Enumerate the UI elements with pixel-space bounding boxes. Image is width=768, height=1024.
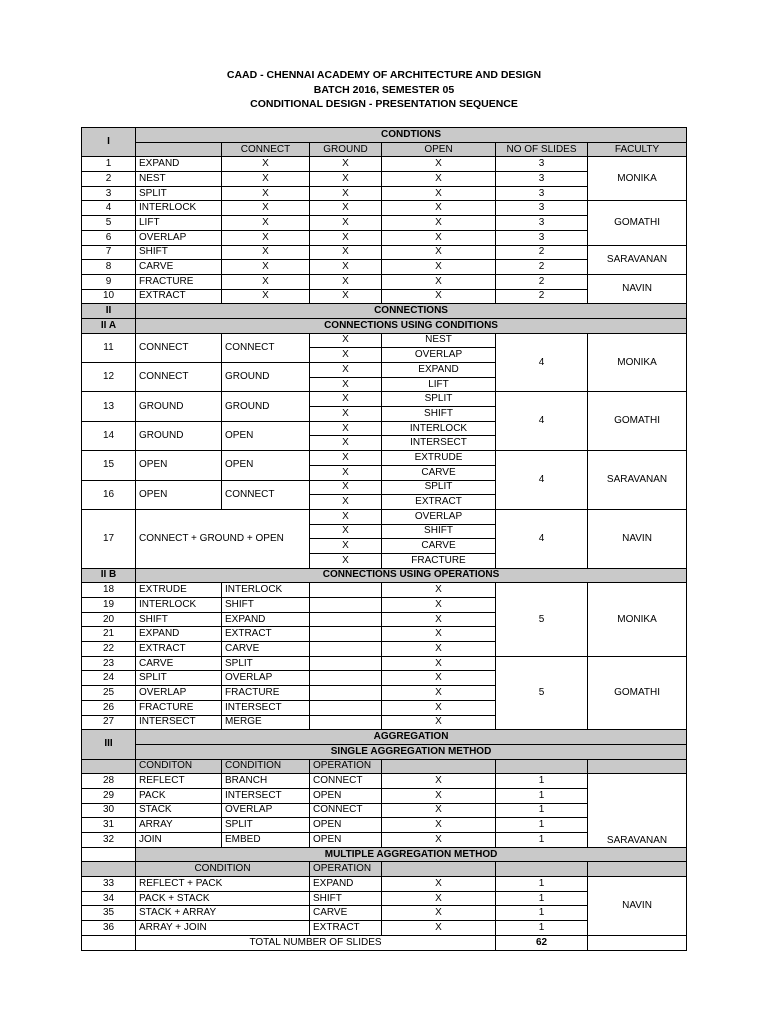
sub-condition: OVERLAP — [382, 509, 496, 524]
row-number: 17 — [82, 509, 136, 568]
slides-count: 4 — [496, 451, 588, 510]
presentation-sequence-table — [81, 127, 687, 951]
blank-cell — [82, 935, 136, 950]
section-number: II A — [82, 318, 136, 333]
mark-cell: X — [382, 686, 496, 701]
column-header: OPEN — [382, 142, 496, 157]
row-number: 30 — [82, 803, 136, 818]
mark-cell: X — [382, 642, 496, 657]
blank-cell — [82, 759, 136, 774]
operation-name: CARVE — [136, 656, 222, 671]
section-title: CONDTIONS — [136, 128, 687, 143]
section-title: AGGREGATION — [136, 730, 687, 745]
mark-cell: X — [222, 260, 310, 275]
row-number: 24 — [82, 671, 136, 686]
mark-cell: X — [222, 274, 310, 289]
mark-cell: X — [382, 627, 496, 642]
condition-name: EMBED — [222, 833, 310, 848]
mark-cell: X — [310, 348, 382, 363]
row-number: 8 — [82, 260, 136, 275]
condition-name: GROUND — [222, 363, 310, 392]
faculty-name: GOMATHI — [588, 392, 687, 451]
table-row — [82, 451, 687, 466]
condition-name: CONNECT — [136, 333, 222, 362]
condition-name: JOIN — [136, 833, 222, 848]
operation-name: SPLIT — [136, 671, 222, 686]
mark-cell: X — [382, 700, 496, 715]
table-row — [82, 656, 687, 671]
blank-cell — [310, 686, 382, 701]
mark-cell: X — [310, 377, 382, 392]
mark-cell: X — [310, 172, 382, 187]
operation-name: EXTRUDE — [136, 583, 222, 598]
operation-name: OVERLAP — [136, 686, 222, 701]
row-number: 7 — [82, 245, 136, 260]
mark-cell: X — [310, 407, 382, 422]
operation-name: CONNECT — [310, 774, 382, 789]
mark-cell: X — [310, 465, 382, 480]
sub-condition: FRACTURE — [382, 553, 496, 568]
document-title: CONDITIONAL DESIGN - PRESENTATION SEQUENCE — [250, 98, 518, 110]
mark-cell: X — [310, 274, 382, 289]
section-row — [82, 744, 687, 759]
sub-condition: SHIFT — [382, 407, 496, 422]
mark-cell: X — [382, 186, 496, 201]
section-row — [82, 318, 687, 333]
column-header: CONNECT — [222, 142, 310, 157]
condition-name: LIFT — [136, 216, 222, 231]
slides-count: 1 — [496, 877, 588, 892]
row-number: 20 — [82, 612, 136, 627]
section-title: CONNECTIONS — [136, 304, 687, 319]
sub-condition: EXPAND — [382, 363, 496, 378]
row-number: 18 — [82, 583, 136, 598]
condition-name: SHIFT — [136, 245, 222, 260]
blank-cell — [310, 671, 382, 686]
condition-name: OPEN — [136, 451, 222, 480]
section-row — [82, 847, 687, 862]
condition-name: SPLIT — [222, 818, 310, 833]
sub-condition: LIFT — [382, 377, 496, 392]
mark-cell: X — [310, 245, 382, 260]
condition-name: FRACTURE — [136, 274, 222, 289]
row-number: 1 — [82, 157, 136, 172]
operation-name: CONNECT — [310, 803, 382, 818]
faculty-name: NAVIN — [588, 877, 687, 936]
condition-name: STACK + ARRAY — [136, 906, 310, 921]
column-header-row — [82, 759, 687, 774]
slides-count: 3 — [496, 157, 588, 172]
mark-cell: X — [382, 818, 496, 833]
sub-condition: CARVE — [382, 465, 496, 480]
condition-name: EXPAND — [136, 157, 222, 172]
mark-cell: X — [310, 363, 382, 378]
row-number: 34 — [82, 891, 136, 906]
mark-cell: X — [310, 333, 382, 348]
section-row — [82, 304, 687, 319]
blank-cell — [496, 759, 588, 774]
mark-cell: X — [310, 451, 382, 466]
row-number: 22 — [82, 642, 136, 657]
table-row — [82, 583, 687, 598]
faculty-name: GOMATHI — [588, 656, 687, 729]
row-number: 27 — [82, 715, 136, 730]
mark-cell: X — [382, 906, 496, 921]
condition-name: STACK — [136, 803, 222, 818]
condition-name: ARRAY + JOIN — [136, 921, 310, 936]
row-number: 23 — [82, 656, 136, 671]
row-number: 29 — [82, 788, 136, 803]
faculty-name: MONIKA — [588, 157, 687, 201]
condition-name: BRANCH — [222, 774, 310, 789]
operation-name: EXTRACT — [136, 642, 222, 657]
mark-cell: X — [310, 539, 382, 554]
condition-name: CARVE — [136, 260, 222, 275]
mark-cell: X — [222, 201, 310, 216]
column-header: OPERATION — [310, 759, 382, 774]
faculty-name: MONIKA — [588, 333, 687, 392]
row-number: 32 — [82, 833, 136, 848]
faculty-name: NAVIN — [588, 509, 687, 568]
section-subtitle: MULTIPLE AGGREGATION METHOD — [136, 847, 687, 862]
condition-name: OPEN — [222, 421, 310, 450]
operation-name: INTERSECT — [222, 700, 310, 715]
mark-cell: X — [310, 157, 382, 172]
mark-cell: X — [382, 833, 496, 848]
slides-count: 1 — [496, 833, 588, 848]
section-number: II — [82, 304, 136, 319]
blank-cell — [310, 627, 382, 642]
condition-name: OVERLAP — [136, 230, 222, 245]
blank-cell — [588, 935, 687, 950]
condition-name: REFLECT + PACK — [136, 877, 310, 892]
column-header: FACULTY — [588, 142, 687, 157]
blank-cell — [382, 759, 496, 774]
operation-name: INTERLOCK — [222, 583, 310, 598]
mark-cell: X — [382, 230, 496, 245]
mark-cell: X — [222, 216, 310, 231]
mark-cell: X — [382, 201, 496, 216]
slides-count: 4 — [496, 333, 588, 392]
mark-cell: X — [382, 803, 496, 818]
operation-name: EXPAND — [136, 627, 222, 642]
mark-cell: X — [310, 495, 382, 510]
table-row — [82, 201, 687, 216]
column-header: CONDITON — [136, 759, 222, 774]
sub-condition: SHIFT — [382, 524, 496, 539]
blank-cell — [310, 583, 382, 598]
mark-cell: X — [382, 598, 496, 613]
blank-cell — [310, 612, 382, 627]
mark-cell: X — [310, 289, 382, 304]
row-number: 6 — [82, 230, 136, 245]
section-row — [82, 568, 687, 583]
mark-cell: X — [310, 436, 382, 451]
row-number: 9 — [82, 274, 136, 289]
faculty-name: SARAVANAN — [588, 451, 687, 510]
mark-cell: X — [382, 245, 496, 260]
operation-name: EXTRACT — [222, 627, 310, 642]
mark-cell: X — [382, 583, 496, 598]
table-row — [82, 274, 687, 289]
mark-cell: X — [382, 656, 496, 671]
condition-name: INTERLOCK — [136, 201, 222, 216]
blank-cell — [310, 715, 382, 730]
section-row — [82, 730, 687, 745]
slides-count: 1 — [496, 803, 588, 818]
slides-count: 3 — [496, 201, 588, 216]
column-header: NO OF SLIDES — [496, 142, 588, 157]
slides-count: 3 — [496, 230, 588, 245]
mark-cell: X — [382, 216, 496, 231]
sub-condition: CARVE — [382, 539, 496, 554]
faculty-name: MONIKA — [588, 583, 687, 656]
condition-name: OPEN — [222, 451, 310, 480]
slides-count: 3 — [496, 216, 588, 231]
sub-condition: EXTRACT — [382, 495, 496, 510]
mark-cell: X — [222, 172, 310, 187]
mark-cell: X — [222, 186, 310, 201]
batch-title: BATCH 2016, SEMESTER 05 — [313, 83, 455, 96]
faculty-name: NAVIN — [588, 274, 687, 303]
mark-cell: X — [382, 891, 496, 906]
column-header: CONDITION — [136, 862, 310, 877]
row-number: 36 — [82, 921, 136, 936]
condition-name: OVERLAP — [222, 803, 310, 818]
faculty-name: SARAVANAN — [588, 245, 687, 274]
table-row — [82, 774, 687, 789]
blank-cell — [136, 142, 222, 157]
column-header: CONDITION — [222, 759, 310, 774]
row-number: 3 — [82, 186, 136, 201]
operation-name: OVERLAP — [222, 671, 310, 686]
operation-name: MERGE — [222, 715, 310, 730]
mark-cell: X — [382, 877, 496, 892]
section-row — [82, 128, 687, 143]
slides-count: 1 — [496, 818, 588, 833]
mark-cell: X — [382, 157, 496, 172]
table-row — [82, 333, 687, 348]
mark-cell: X — [222, 245, 310, 260]
column-header: OPERATION — [310, 862, 382, 877]
mark-cell: X — [310, 260, 382, 275]
operation-name: FRACTURE — [222, 686, 310, 701]
section-title: CONNECTIONS USING OPERATIONS — [136, 568, 687, 583]
operation-name: EXPAND — [310, 877, 382, 892]
operation-name: SPLIT — [222, 656, 310, 671]
condition-name: CONNECT — [222, 480, 310, 509]
table-row — [82, 877, 687, 892]
sub-condition: OVERLAP — [382, 348, 496, 363]
blank-cell — [310, 656, 382, 671]
row-number: 15 — [82, 451, 136, 480]
condition-name: GROUND — [136, 392, 222, 421]
blank-cell — [82, 847, 136, 862]
blank-cell — [588, 759, 687, 774]
table-row — [82, 157, 687, 172]
blank-cell — [310, 598, 382, 613]
sub-condition: EXTRUDE — [382, 451, 496, 466]
row-number: 21 — [82, 627, 136, 642]
mark-cell: X — [382, 671, 496, 686]
row-number: 25 — [82, 686, 136, 701]
slides-count: 2 — [496, 274, 588, 289]
condition-name: CONNECT — [136, 363, 222, 392]
mark-cell: X — [310, 509, 382, 524]
slides-count: 5 — [496, 656, 588, 729]
operation-name: FRACTURE — [136, 700, 222, 715]
blank-cell — [310, 642, 382, 657]
mark-cell: X — [222, 157, 310, 172]
operation-name: OPEN — [310, 833, 382, 848]
row-number: 35 — [82, 906, 136, 921]
table-row — [82, 509, 687, 524]
section-number: III — [82, 730, 136, 759]
mark-cell: X — [382, 172, 496, 187]
mark-cell: X — [310, 392, 382, 407]
condition-name: SPLIT — [136, 186, 222, 201]
operation-name: CARVE — [222, 642, 310, 657]
total-row — [82, 935, 687, 950]
faculty-name: SARAVANAN — [588, 774, 687, 847]
slides-count: 1 — [496, 774, 588, 789]
slides-count: 1 — [496, 906, 588, 921]
row-number: 19 — [82, 598, 136, 613]
condition-name: OPEN — [136, 480, 222, 509]
row-number: 33 — [82, 877, 136, 892]
column-header-row — [82, 862, 687, 877]
operation-name: SHIFT — [222, 598, 310, 613]
sub-condition: SPLIT — [382, 480, 496, 495]
mark-cell: X — [382, 921, 496, 936]
table-body — [82, 128, 687, 951]
mark-cell: X — [310, 186, 382, 201]
mark-cell: X — [310, 553, 382, 568]
slides-count: 1 — [496, 891, 588, 906]
condition-name: GROUND — [136, 421, 222, 450]
slides-count: 2 — [496, 289, 588, 304]
mark-cell: X — [310, 480, 382, 495]
condition-name: PACK — [136, 788, 222, 803]
row-number: 4 — [82, 201, 136, 216]
document-header — [0, 68, 768, 112]
slides-count: 2 — [496, 245, 588, 260]
operation-name: OPEN — [310, 788, 382, 803]
blank-cell — [310, 700, 382, 715]
row-number: 14 — [82, 421, 136, 450]
sub-condition: NEST — [382, 333, 496, 348]
slides-count: 5 — [496, 583, 588, 656]
condition-name: CONNECT + GROUND + OPEN — [136, 509, 310, 568]
condition-name: PACK + STACK — [136, 891, 310, 906]
slides-count: 3 — [496, 186, 588, 201]
operation-name: INTERLOCK — [136, 598, 222, 613]
blank-cell — [82, 862, 136, 877]
mark-cell: X — [382, 289, 496, 304]
condition-name: NEST — [136, 172, 222, 187]
condition-name: EXTRACT — [136, 289, 222, 304]
total-value: 62 — [496, 935, 588, 950]
mark-cell: X — [310, 524, 382, 539]
table-row — [82, 245, 687, 260]
section-title: CONNECTIONS USING CONDITIONS — [136, 318, 687, 333]
column-header-row — [82, 142, 687, 157]
slides-count: 4 — [496, 509, 588, 568]
condition-name: REFLECT — [136, 774, 222, 789]
mark-cell: X — [310, 201, 382, 216]
total-label: TOTAL NUMBER OF SLIDES — [136, 935, 496, 950]
operation-name: INTERSECT — [136, 715, 222, 730]
institution-title: CAAD - CHENNAI ACADEMY OF ARCHITECTURE AND DESIGN — [226, 69, 542, 81]
table-row — [82, 392, 687, 407]
mark-cell: X — [382, 788, 496, 803]
blank-cell — [496, 862, 588, 877]
row-number: 12 — [82, 363, 136, 392]
mark-cell: X — [310, 216, 382, 231]
mark-cell: X — [382, 774, 496, 789]
mark-cell: X — [382, 612, 496, 627]
operation-name: SHIFT — [310, 891, 382, 906]
blank-cell — [588, 862, 687, 877]
mark-cell: X — [382, 274, 496, 289]
slides-count: 1 — [496, 921, 588, 936]
blank-cell — [382, 862, 496, 877]
condition-name: INTERSECT — [222, 788, 310, 803]
section-subtitle: SINGLE AGGREGATION METHOD — [136, 744, 687, 759]
slides-count: 4 — [496, 392, 588, 451]
row-number: 13 — [82, 392, 136, 421]
row-number: 11 — [82, 333, 136, 362]
column-header: GROUND — [310, 142, 382, 157]
slides-count: 2 — [496, 260, 588, 275]
row-number: 10 — [82, 289, 136, 304]
row-number: 5 — [82, 216, 136, 231]
condition-name: ARRAY — [136, 818, 222, 833]
slides-count: 3 — [496, 172, 588, 187]
mark-cell: X — [222, 289, 310, 304]
row-number: 28 — [82, 774, 136, 789]
slides-count: 1 — [496, 788, 588, 803]
mark-cell: X — [310, 230, 382, 245]
mark-cell: X — [310, 421, 382, 436]
operation-name: EXTRACT — [310, 921, 382, 936]
mark-cell: X — [222, 230, 310, 245]
operation-name: OPEN — [310, 818, 382, 833]
row-number: 16 — [82, 480, 136, 509]
condition-name: GROUND — [222, 392, 310, 421]
faculty-name: GOMATHI — [588, 201, 687, 245]
sub-condition: INTERSECT — [382, 436, 496, 451]
mark-cell: X — [382, 260, 496, 275]
row-number: 2 — [82, 172, 136, 187]
row-number: 26 — [82, 700, 136, 715]
section-number: I — [82, 128, 136, 157]
section-number: II B — [82, 568, 136, 583]
row-number: 31 — [82, 818, 136, 833]
sub-condition: SPLIT — [382, 392, 496, 407]
operation-name: SHIFT — [136, 612, 222, 627]
operation-name: EXPAND — [222, 612, 310, 627]
mark-cell: X — [382, 715, 496, 730]
operation-name: CARVE — [310, 906, 382, 921]
sub-condition: INTERLOCK — [382, 421, 496, 436]
condition-name: CONNECT — [222, 333, 310, 362]
